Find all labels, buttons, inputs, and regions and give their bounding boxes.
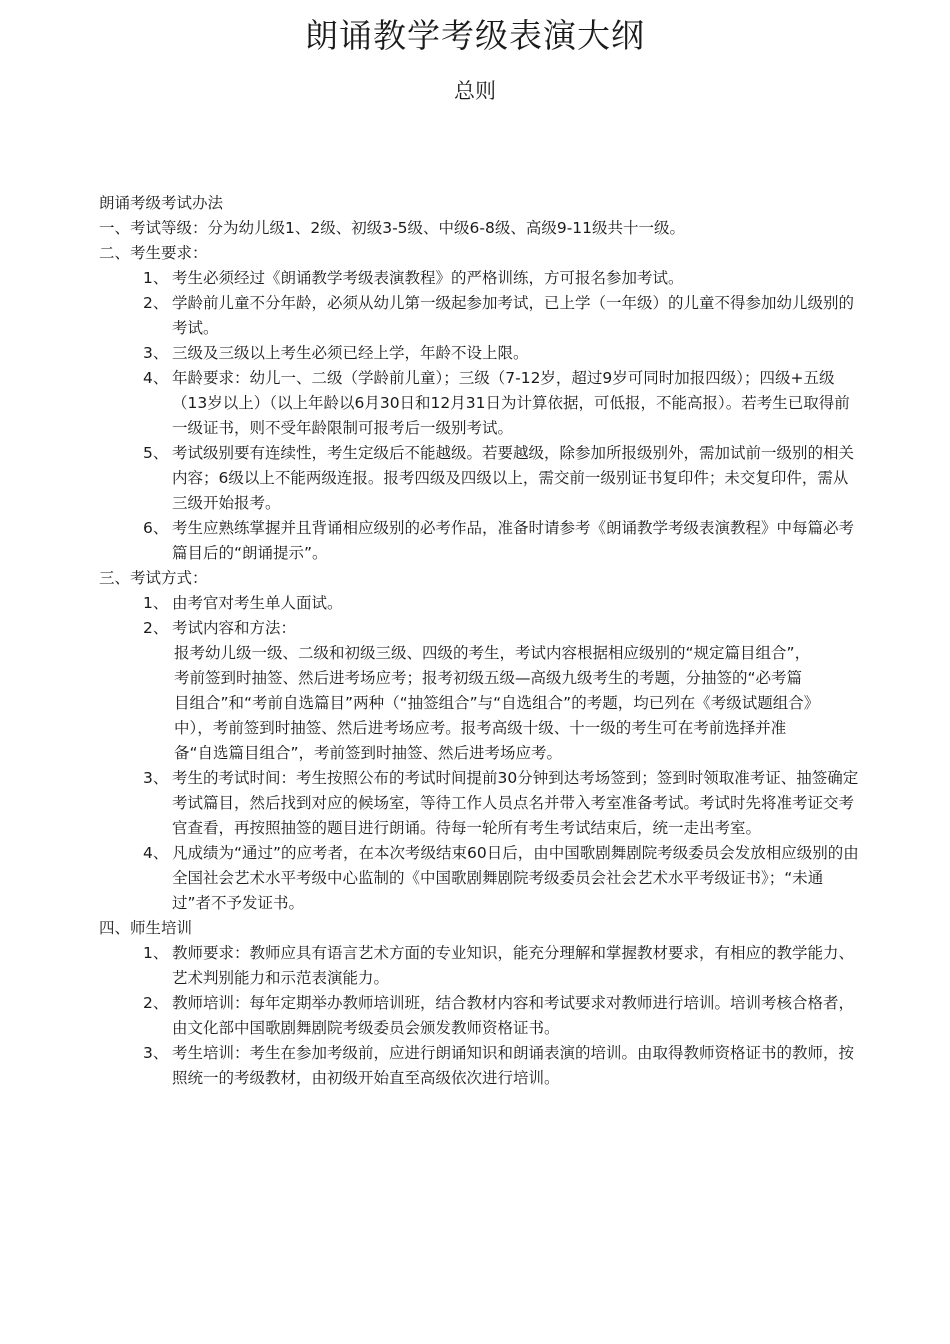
list-text: 教师要求：教师应具有语言艺术方面的专业知识，能充分理解和掌握教材要求，有相应的教学能力、艺术判别能力和示范表演能力。 — [172, 944, 855, 987]
list-text: 考生必须经过《朗诵教学考级表演教程》的严格训练，方可报名参加考试。 — [172, 269, 684, 287]
list-item — [99, 941, 859, 991]
list-item — [99, 841, 859, 916]
list-number: 3、 — [143, 344, 169, 362]
list-number: 3、 — [143, 769, 169, 787]
list-text: 考试内容和方法： — [172, 619, 297, 637]
list-text: 考生培训：考生在参加考级前，应进行朗诵知识和朗诵表演的培训。由取得教师资格证书的教师，按照统一的考级教材，由初级开始直至高级依次进行培训。 — [172, 1044, 855, 1087]
list-text: 年龄要求：幼儿一、二级（学龄前儿童）；三级（7-12岁，超过9岁可同时加报四级）；四级+五级（13岁以上）（以上年龄以6月30日和12月31日为计算依据，可低报，不能高报）。若考生已取得前一级证书，则不受年龄限制可报考后一级别考试。 — [172, 369, 850, 437]
list-number: 1、 — [143, 594, 169, 612]
section-1-exam-levels: 一、考试等级：分为幼儿级1、2级、初级3-5级、中级6-8级、高级9-11级共十一级。 — [99, 219, 686, 237]
list-number: 1、 — [143, 944, 169, 962]
list-item — [99, 341, 859, 366]
list-number: 2、 — [143, 294, 169, 312]
exam-content-paragraph: 报考幼儿级一级、二级和初级三级、四级的考生，考试内容根据相应级别的“规定篇目组合”，考前签到时抽签、然后进考场应考；报考初级五级—高级九级考生的考题，分抽签的“必考篇目组合”和“考前自选篇目”两种（“抽签组合”与“自选组合”的考题，均已列在《考级试题组合》中），考前签到时抽签、然后进考场应考。报考高级十级、十一级的考生可在考前选择并准备“自选篇目组合”，考前签到时抽签、然后进考场应考。 — [174, 644, 812, 762]
list-number: 5、 — [143, 444, 169, 462]
list-number: 4、 — [143, 844, 169, 862]
list-text: 学龄前儿童不分年龄，必须从幼儿第一级起参加考试，已上学（一年级）的儿童不得参加幼儿级别的考试。 — [172, 294, 855, 337]
section-heading: 朗诵考级考试办法 — [99, 194, 224, 212]
list-text: 三级及三级以上考生必须已经上学，年龄不设上限。 — [172, 344, 529, 362]
list-text: 教师培训：每年定期举办教师培训班，结合教材内容和考试要求对教师进行培训。培训考核合格者，由文化部中国歌剧舞剧院考级委员会颁发教师资格证书。 — [172, 994, 855, 1037]
list-text: 由考官对考生单人面试。 — [172, 594, 343, 612]
document-title: 朗诵教学考级表演大纲 — [305, 16, 645, 55]
list-number: 2、 — [143, 619, 169, 637]
list-text: 考试级别要有连续性，考生定级后不能越级。若要越级，除参加所报级别外，需加试前一级别的相关内容；6级以上不能两级连报。报考四级及四级以上，需交前一级别证书复印件；未交复印件，需从三级开始报考。 — [172, 444, 855, 512]
section-2-heading: 二、考生要求： — [99, 244, 208, 262]
list-item — [99, 991, 859, 1041]
list-item — [99, 516, 859, 566]
list-item — [99, 441, 859, 516]
list-item — [99, 366, 859, 441]
list-item — [99, 591, 859, 616]
list-text: 考生的考试时间：考生按照公布的考试时间提前30分钟到达考场签到；签到时领取准考证、抽签确定考试篇目，然后找到对应的候场室，等待工作人员点名并带入考室准备考试。考试时先将准考证交考官查看，再按照抽签的题目进行朗诵。待每一轮所有考生考试结束后，统一走出考室。 — [172, 769, 859, 837]
section-3-heading: 三、考试方式： — [99, 569, 208, 587]
document-body — [99, 191, 859, 1091]
section-4-heading: 四、师生培训 — [99, 919, 193, 937]
document-subtitle: 总则 — [454, 79, 496, 103]
list-number: 1、 — [143, 269, 169, 287]
list-item — [99, 266, 859, 291]
list-number: 3、 — [143, 1044, 169, 1062]
list-item — [99, 291, 859, 341]
list-item — [99, 1041, 859, 1091]
list-number: 4、 — [143, 369, 169, 387]
list-number: 2、 — [143, 994, 169, 1012]
list-item — [99, 766, 859, 841]
list-text: 凡成绩为“通过”的应考者，在本次考级结束60日后，由中国歌剧舞剧院考级委员会发放相应级别的由全国社会艺术水平考级中心监制的《中国歌剧舞剧院考级委员会社会艺术水平考级证书》；“未通过”者不予发证书。 — [172, 844, 859, 912]
list-text: 考生应熟练掌握并且背诵相应级别的必考作品，准备时请参考《朗诵教学考级表演教程》中每篇必考篇目后的“朗诵提示”。 — [172, 519, 855, 562]
list-item — [99, 616, 859, 641]
list-number: 6、 — [143, 519, 169, 537]
